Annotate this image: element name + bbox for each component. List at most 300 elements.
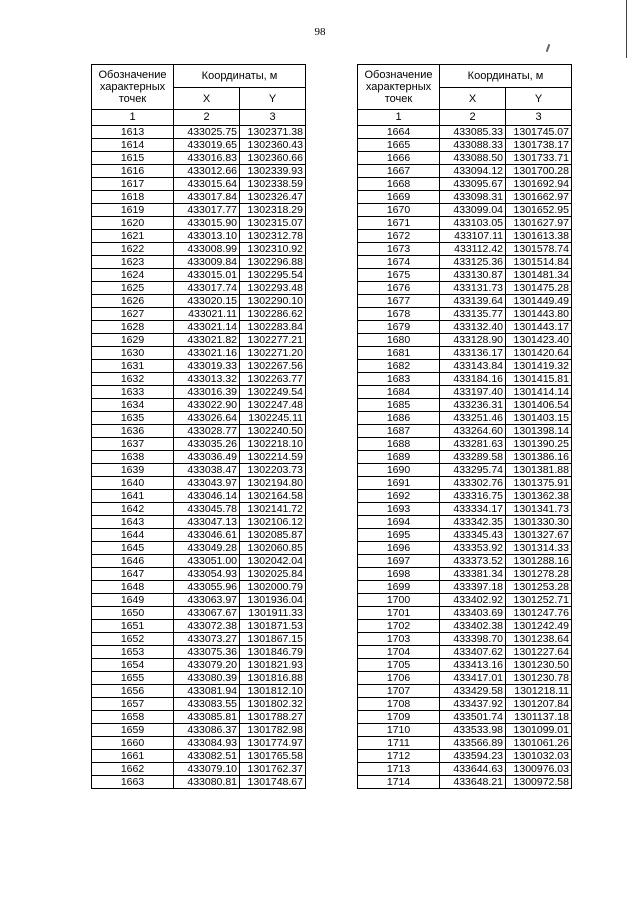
table-row <box>358 360 572 373</box>
point-number-cell: 1669 <box>358 191 440 204</box>
table-body <box>92 126 306 789</box>
point-number-cell: 1671 <box>358 217 440 230</box>
point-number-cell: 1710 <box>358 724 440 737</box>
table-row <box>358 269 572 282</box>
y-header: Y <box>506 88 572 110</box>
y-coordinate-cell: 1302164.58 <box>240 490 306 503</box>
table-row <box>92 165 306 178</box>
y-coordinate-cell: 1301242.49 <box>506 620 572 633</box>
point-number-cell: 1624 <box>92 269 174 282</box>
y-coordinate-cell: 1301662.97 <box>506 191 572 204</box>
point-number-cell: 1706 <box>358 672 440 685</box>
y-coordinate-cell: 1301238.64 <box>506 633 572 646</box>
y-coordinate-cell: 1302060.85 <box>240 542 306 555</box>
point-number-cell: 1658 <box>92 711 174 724</box>
point-number-cell: 1694 <box>358 516 440 529</box>
point-number-cell: 1687 <box>358 425 440 438</box>
y-coordinate-cell: 1301227.64 <box>506 646 572 659</box>
y-coordinate-cell: 1301936.04 <box>240 594 306 607</box>
y-coordinate-cell: 1301381.88 <box>506 464 572 477</box>
y-coordinate-cell: 1301420.64 <box>506 347 572 360</box>
y-coordinate-cell: 1301230.78 <box>506 672 572 685</box>
point-number-cell: 1662 <box>92 763 174 776</box>
table-row <box>92 308 306 321</box>
point-number-cell: 1661 <box>92 750 174 763</box>
point-number-cell: 1616 <box>92 165 174 178</box>
table-row <box>358 750 572 763</box>
x-coordinate-cell: 433036.49 <box>174 451 240 464</box>
y-coordinate-cell: 1302283.84 <box>240 321 306 334</box>
point-number-cell: 1633 <box>92 386 174 399</box>
col-number-1: 1 <box>92 110 174 126</box>
point-number-cell: 1660 <box>92 737 174 750</box>
table-row <box>92 724 306 737</box>
table-row <box>92 503 306 516</box>
y-coordinate-cell: 1301788.27 <box>240 711 306 724</box>
table-row <box>92 542 306 555</box>
table-row <box>358 737 572 750</box>
point-number-cell: 1704 <box>358 646 440 659</box>
x-coordinate-cell: 433046.61 <box>174 529 240 542</box>
x-coordinate-cell: 433289.58 <box>440 451 506 464</box>
y-coordinate-cell: 1301765.58 <box>240 750 306 763</box>
table-row <box>358 581 572 594</box>
designation-header: Обозначение характерных точек <box>92 65 174 110</box>
y-coordinate-cell: 1302218.10 <box>240 438 306 451</box>
y-coordinate-cell: 1301330.30 <box>506 516 572 529</box>
point-number-cell: 1681 <box>358 347 440 360</box>
x-coordinate-cell: 433017.77 <box>174 204 240 217</box>
y-coordinate-cell: 1302360.66 <box>240 152 306 165</box>
x-coordinate-cell: 433130.87 <box>440 269 506 282</box>
y-coordinate-cell: 1301733.71 <box>506 152 572 165</box>
point-number-cell: 1647 <box>92 568 174 581</box>
table-row <box>358 334 572 347</box>
x-coordinate-cell: 433236.31 <box>440 399 506 412</box>
x-coordinate-cell: 433251.46 <box>440 412 506 425</box>
table-row <box>358 542 572 555</box>
point-number-cell: 1714 <box>358 776 440 789</box>
table-row <box>358 503 572 516</box>
x-coordinate-cell: 433015.01 <box>174 269 240 282</box>
col-number-2: 2 <box>440 110 506 126</box>
y-coordinate-cell: 1302360.43 <box>240 139 306 152</box>
y-coordinate-cell: 1301362.38 <box>506 490 572 503</box>
x-coordinate-cell: 433098.31 <box>440 191 506 204</box>
table-row <box>92 464 306 477</box>
y-coordinate-cell: 1301341.73 <box>506 503 572 516</box>
point-number-cell: 1708 <box>358 698 440 711</box>
x-coordinate-cell: 433373.52 <box>440 555 506 568</box>
x-header: X <box>440 88 506 110</box>
x-coordinate-cell: 433021.16 <box>174 347 240 360</box>
table-row <box>92 659 306 672</box>
point-number-cell: 1618 <box>92 191 174 204</box>
point-number-cell: 1677 <box>358 295 440 308</box>
point-number-cell: 1645 <box>92 542 174 555</box>
table-row <box>92 477 306 490</box>
table-row <box>92 295 306 308</box>
y-coordinate-cell: 1301406.54 <box>506 399 572 412</box>
coordinates-header: Координаты, м <box>174 65 306 88</box>
x-coordinate-cell: 433131.73 <box>440 282 506 295</box>
x-coordinate-cell: 433049.28 <box>174 542 240 555</box>
x-coordinate-cell: 433054.93 <box>174 568 240 581</box>
y-coordinate-cell: 1302277.21 <box>240 334 306 347</box>
point-number-cell: 1703 <box>358 633 440 646</box>
x-coordinate-cell: 433095.67 <box>440 178 506 191</box>
table-row <box>358 217 572 230</box>
table-row <box>92 191 306 204</box>
x-coordinate-cell: 433197.40 <box>440 386 506 399</box>
table-row <box>358 373 572 386</box>
table-row <box>358 178 572 191</box>
point-number-cell: 1695 <box>358 529 440 542</box>
point-number-cell: 1697 <box>358 555 440 568</box>
y-coordinate-cell: 1301032.03 <box>506 750 572 763</box>
point-number-cell: 1655 <box>92 672 174 685</box>
y-coordinate-cell: 1301247.76 <box>506 607 572 620</box>
point-number-cell: 1712 <box>358 750 440 763</box>
table-row <box>92 347 306 360</box>
x-coordinate-cell: 433403.69 <box>440 607 506 620</box>
y-coordinate-cell: 1301652.95 <box>506 204 572 217</box>
x-coordinate-cell: 433013.10 <box>174 230 240 243</box>
y-coordinate-cell: 1301692.94 <box>506 178 572 191</box>
table-row <box>92 490 306 503</box>
point-number-cell: 1674 <box>358 256 440 269</box>
x-coordinate-cell: 433083.55 <box>174 698 240 711</box>
x-coordinate-cell: 433135.77 <box>440 308 506 321</box>
x-coordinate-cell: 433136.17 <box>440 347 506 360</box>
x-coordinate-cell: 433566.89 <box>440 737 506 750</box>
y-coordinate-cell: 1302263.77 <box>240 373 306 386</box>
y-coordinate-cell: 1301514.84 <box>506 256 572 269</box>
table-row <box>358 529 572 542</box>
point-number-cell: 1665 <box>358 139 440 152</box>
y-coordinate-cell: 1302371.38 <box>240 126 306 139</box>
x-coordinate-cell: 433021.82 <box>174 334 240 347</box>
col-number-3: 3 <box>240 110 306 126</box>
table-row <box>358 321 572 334</box>
y-coordinate-cell: 1301278.28 <box>506 568 572 581</box>
y-coordinate-cell: 1301252.71 <box>506 594 572 607</box>
table-row <box>358 698 572 711</box>
x-coordinate-cell: 433016.39 <box>174 386 240 399</box>
x-coordinate-cell: 433264.60 <box>440 425 506 438</box>
x-coordinate-cell: 433143.84 <box>440 360 506 373</box>
table-row <box>358 412 572 425</box>
x-coordinate-cell: 433295.74 <box>440 464 506 477</box>
x-coordinate-cell: 433020.15 <box>174 295 240 308</box>
table-row <box>358 607 572 620</box>
y-coordinate-cell: 1301253.28 <box>506 581 572 594</box>
table-row <box>358 243 572 256</box>
point-number-cell: 1614 <box>92 139 174 152</box>
point-number-cell: 1640 <box>92 477 174 490</box>
y-coordinate-cell: 1301762.37 <box>240 763 306 776</box>
x-coordinate-cell: 433302.76 <box>440 477 506 490</box>
point-number-cell: 1632 <box>92 373 174 386</box>
table-row <box>358 646 572 659</box>
table-row <box>358 594 572 607</box>
table-row <box>92 399 306 412</box>
y-coordinate-cell: 1302310.92 <box>240 243 306 256</box>
x-coordinate-cell: 433094.12 <box>440 165 506 178</box>
x-coordinate-cell: 433046.14 <box>174 490 240 503</box>
point-number-cell: 1663 <box>92 776 174 789</box>
point-number-cell: 1675 <box>358 269 440 282</box>
x-coordinate-cell: 433021.14 <box>174 321 240 334</box>
table-row <box>92 152 306 165</box>
x-coordinate-cell: 433397.18 <box>440 581 506 594</box>
y-coordinate-cell: 1302312.78 <box>240 230 306 243</box>
point-number-cell: 1648 <box>92 581 174 594</box>
point-number-cell: 1689 <box>358 451 440 464</box>
point-number-cell: 1686 <box>358 412 440 425</box>
point-number-cell: 1625 <box>92 282 174 295</box>
point-number-cell: 1679 <box>358 321 440 334</box>
table-row <box>92 633 306 646</box>
table-row <box>92 386 306 399</box>
y-coordinate-cell: 1300972.58 <box>506 776 572 789</box>
table-row <box>92 568 306 581</box>
x-coordinate-cell: 433281.63 <box>440 438 506 451</box>
x-coordinate-cell: 433648.21 <box>440 776 506 789</box>
point-number-cell: 1622 <box>92 243 174 256</box>
point-number-cell: 1678 <box>358 308 440 321</box>
x-coordinate-cell: 433342.35 <box>440 516 506 529</box>
point-number-cell: 1705 <box>358 659 440 672</box>
point-number-cell: 1629 <box>92 334 174 347</box>
table-row <box>358 386 572 399</box>
point-number-cell: 1682 <box>358 360 440 373</box>
point-number-cell: 1680 <box>358 334 440 347</box>
point-number-cell: 1617 <box>92 178 174 191</box>
x-coordinate-cell: 433184.16 <box>440 373 506 386</box>
col-number-2: 2 <box>174 110 240 126</box>
table-row <box>92 555 306 568</box>
point-number-cell: 1627 <box>92 308 174 321</box>
point-number-cell: 1613 <box>92 126 174 139</box>
x-coordinate-cell: 433088.33 <box>440 139 506 152</box>
x-coordinate-cell: 433088.50 <box>440 152 506 165</box>
x-coordinate-cell: 433017.74 <box>174 282 240 295</box>
point-number-cell: 1676 <box>358 282 440 295</box>
y-coordinate-cell: 1302267.56 <box>240 360 306 373</box>
table-row <box>92 750 306 763</box>
point-number-cell: 1685 <box>358 399 440 412</box>
coordinates-header: Координаты, м <box>440 65 572 88</box>
point-number-cell: 1649 <box>92 594 174 607</box>
y-coordinate-cell: 1302214.59 <box>240 451 306 464</box>
table-row <box>358 620 572 633</box>
x-coordinate-cell: 433075.36 <box>174 646 240 659</box>
y-coordinate-cell: 1302085.87 <box>240 529 306 542</box>
y-coordinate-cell: 1301443.80 <box>506 308 572 321</box>
point-number-cell: 1701 <box>358 607 440 620</box>
y-coordinate-cell: 1301700.28 <box>506 165 572 178</box>
x-coordinate-cell: 433067.67 <box>174 607 240 620</box>
x-coordinate-cell: 433128.90 <box>440 334 506 347</box>
x-coordinate-cell: 433017.84 <box>174 191 240 204</box>
x-coordinate-cell: 433132.40 <box>440 321 506 334</box>
table-row <box>92 425 306 438</box>
y-coordinate-cell: 1301423.40 <box>506 334 572 347</box>
x-coordinate-cell: 433019.65 <box>174 139 240 152</box>
x-coordinate-cell: 433045.78 <box>174 503 240 516</box>
x-coordinate-cell: 433398.70 <box>440 633 506 646</box>
x-coordinate-cell: 433009.84 <box>174 256 240 269</box>
point-number-cell: 1626 <box>92 295 174 308</box>
point-number-cell: 1692 <box>358 490 440 503</box>
table-row <box>92 607 306 620</box>
x-coordinate-cell: 433334.17 <box>440 503 506 516</box>
point-number-cell: 1696 <box>358 542 440 555</box>
x-coordinate-cell: 433402.92 <box>440 594 506 607</box>
y-coordinate-cell: 1301748.67 <box>240 776 306 789</box>
col-number-1: 1 <box>358 110 440 126</box>
point-number-cell: 1642 <box>92 503 174 516</box>
x-coordinate-cell: 433051.00 <box>174 555 240 568</box>
y-coordinate-cell: 1302286.62 <box>240 308 306 321</box>
point-number-cell: 1690 <box>358 464 440 477</box>
x-coordinate-cell: 433437.92 <box>440 698 506 711</box>
point-number-cell: 1653 <box>92 646 174 659</box>
y-coordinate-cell: 1302271.20 <box>240 347 306 360</box>
table-row <box>358 633 572 646</box>
y-coordinate-cell: 1301386.16 <box>506 451 572 464</box>
table-row <box>92 737 306 750</box>
table-row <box>92 620 306 633</box>
point-number-cell: 1673 <box>358 243 440 256</box>
x-coordinate-cell: 433038.47 <box>174 464 240 477</box>
x-coordinate-cell: 433080.39 <box>174 672 240 685</box>
x-coordinate-cell: 433099.04 <box>440 204 506 217</box>
table-row <box>358 191 572 204</box>
y-coordinate-cell: 1301481.34 <box>506 269 572 282</box>
point-number-cell: 1635 <box>92 412 174 425</box>
table-row <box>92 321 306 334</box>
y-coordinate-cell: 1301846.79 <box>240 646 306 659</box>
table-row <box>358 568 572 581</box>
y-coordinate-cell: 1301414.14 <box>506 386 572 399</box>
y-coordinate-cell: 1302203.73 <box>240 464 306 477</box>
x-coordinate-cell: 433043.97 <box>174 477 240 490</box>
point-number-cell: 1651 <box>92 620 174 633</box>
y-coordinate-cell: 1301288.16 <box>506 555 572 568</box>
point-number-cell: 1688 <box>358 438 440 451</box>
table-row <box>358 464 572 477</box>
y-coordinate-cell: 1302339.93 <box>240 165 306 178</box>
point-number-cell: 1652 <box>92 633 174 646</box>
x-coordinate-cell: 433021.11 <box>174 308 240 321</box>
y-coordinate-cell: 1301099.01 <box>506 724 572 737</box>
coordinates-table-right <box>357 64 572 789</box>
y-header: Y <box>240 88 306 110</box>
y-coordinate-cell: 1301419.32 <box>506 360 572 373</box>
x-coordinate-cell: 433008.99 <box>174 243 240 256</box>
table-row <box>358 711 572 724</box>
scan-edge-line <box>626 0 627 58</box>
x-coordinate-cell: 433413.16 <box>440 659 506 672</box>
table-row <box>92 412 306 425</box>
point-number-cell: 1702 <box>358 620 440 633</box>
x-coordinate-cell: 433501.74 <box>440 711 506 724</box>
point-number-cell: 1630 <box>92 347 174 360</box>
y-coordinate-cell: 1302338.59 <box>240 178 306 191</box>
y-coordinate-cell: 1302240.50 <box>240 425 306 438</box>
point-number-cell: 1698 <box>358 568 440 581</box>
x-header: X <box>174 88 240 110</box>
point-number-cell: 1638 <box>92 451 174 464</box>
point-number-cell: 1634 <box>92 399 174 412</box>
y-coordinate-cell: 1301782.98 <box>240 724 306 737</box>
y-coordinate-cell: 1302290.10 <box>240 295 306 308</box>
x-coordinate-cell: 433022.90 <box>174 399 240 412</box>
y-coordinate-cell: 1301475.28 <box>506 282 572 295</box>
col-number-3: 3 <box>506 110 572 126</box>
table-row <box>92 763 306 776</box>
y-coordinate-cell: 1302025.84 <box>240 568 306 581</box>
x-coordinate-cell: 433080.81 <box>174 776 240 789</box>
x-coordinate-cell: 433139.64 <box>440 295 506 308</box>
table-row <box>92 581 306 594</box>
point-number-cell: 1657 <box>92 698 174 711</box>
y-coordinate-cell: 1301137.18 <box>506 711 572 724</box>
coordinates-table-left <box>91 64 306 789</box>
point-number-cell: 1639 <box>92 464 174 477</box>
y-coordinate-cell: 1301627.97 <box>506 217 572 230</box>
table-row <box>92 698 306 711</box>
y-coordinate-cell: 1301218.11 <box>506 685 572 698</box>
x-coordinate-cell: 433015.90 <box>174 217 240 230</box>
point-number-cell: 1650 <box>92 607 174 620</box>
y-coordinate-cell: 1302000.79 <box>240 581 306 594</box>
table-row <box>92 711 306 724</box>
table-row <box>92 139 306 152</box>
point-number-cell: 1693 <box>358 503 440 516</box>
y-coordinate-cell: 1301871.53 <box>240 620 306 633</box>
y-coordinate-cell: 1302247.48 <box>240 399 306 412</box>
x-coordinate-cell: 433417.01 <box>440 672 506 685</box>
table-row <box>92 178 306 191</box>
y-coordinate-cell: 1302326.47 <box>240 191 306 204</box>
x-coordinate-cell: 433073.27 <box>174 633 240 646</box>
y-coordinate-cell: 1301390.25 <box>506 438 572 451</box>
table-row <box>358 165 572 178</box>
y-coordinate-cell: 1301327.67 <box>506 529 572 542</box>
x-coordinate-cell: 433063.97 <box>174 594 240 607</box>
x-coordinate-cell: 433055.96 <box>174 581 240 594</box>
x-coordinate-cell: 433103.05 <box>440 217 506 230</box>
point-number-cell: 1623 <box>92 256 174 269</box>
x-coordinate-cell: 433085.33 <box>440 126 506 139</box>
y-coordinate-cell: 1302296.88 <box>240 256 306 269</box>
y-coordinate-cell: 1302293.48 <box>240 282 306 295</box>
table-row <box>358 516 572 529</box>
point-number-cell: 1700 <box>358 594 440 607</box>
x-coordinate-cell: 433533.98 <box>440 724 506 737</box>
x-coordinate-cell: 433019.33 <box>174 360 240 373</box>
table-row <box>358 451 572 464</box>
page-number: 98 <box>314 26 326 38</box>
point-number-cell: 1707 <box>358 685 440 698</box>
table-row <box>358 490 572 503</box>
table-row <box>358 399 572 412</box>
y-coordinate-cell: 1301745.07 <box>506 126 572 139</box>
x-coordinate-cell: 433084.93 <box>174 737 240 750</box>
